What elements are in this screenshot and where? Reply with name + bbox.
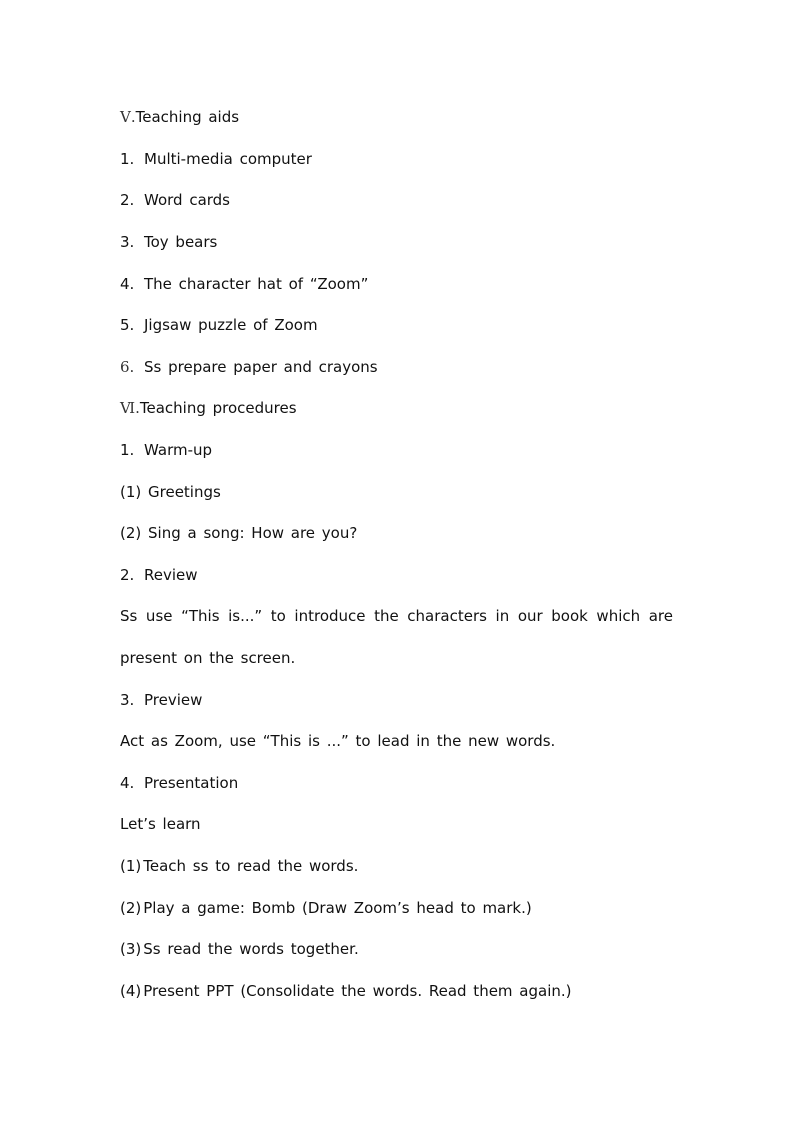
step-title: Warm-up: [144, 441, 213, 459]
sub-item: [120, 938, 359, 960]
sub-item-number: (1): [120, 857, 142, 875]
sub-item-number: (1): [120, 483, 142, 501]
section6-roman-numeral: Ⅵ.: [120, 399, 140, 417]
sub-item: [120, 980, 572, 1002]
review-paragraph-line1: Ss use “This is...” to introduce the characters in our book which are: [120, 607, 673, 625]
sub-item-text: Sing a song: How are you?: [148, 524, 358, 542]
aid-item-number: 2.: [120, 191, 135, 209]
section6-heading-text: Teaching procedures: [139, 399, 297, 417]
step-heading-preview: [120, 689, 202, 711]
aid-item-text: Ss prepare paper and crayons: [144, 358, 378, 376]
aid-item-text: Toy bears: [144, 233, 218, 251]
step-number: 3.: [120, 691, 135, 709]
review-paragraph-line2: present on the screen.: [120, 649, 296, 667]
aid-item-number: 3.: [120, 233, 135, 251]
section5-heading: [120, 106, 239, 128]
sub-item-text: Teach ss to read the words.: [143, 857, 359, 875]
aid-item: [120, 356, 378, 378]
lets-learn-label: Let’s learn: [120, 815, 201, 833]
aid-item-number: 5.: [120, 316, 135, 334]
section5-roman-numeral: Ⅴ.: [120, 108, 136, 126]
aid-item-text: Multi-media computer: [144, 150, 312, 168]
aid-item-number: 1.: [120, 150, 135, 168]
sub-item-text: Ss read the words together.: [143, 940, 359, 958]
step-number: 1.: [120, 441, 135, 459]
preview-paragraph: Act as Zoom, use “This is ...” to lead in the new words.: [120, 732, 556, 750]
sub-item-text: Play a game: Bomb (Draw Zoom’s head to mark.): [143, 899, 532, 917]
sub-item-text: Greetings: [148, 483, 221, 501]
sub-item-number: (2): [120, 524, 142, 542]
aid-item-number: 6.: [120, 358, 135, 376]
aid-item: [120, 231, 217, 253]
step-heading-presentation: [120, 772, 238, 794]
sub-item: [120, 897, 532, 919]
aid-item: [120, 148, 312, 170]
step-number: 4.: [120, 774, 135, 792]
section5-heading-text: Teaching aids: [135, 108, 240, 126]
sub-item: [120, 481, 221, 503]
step-title: Preview: [144, 691, 203, 709]
aid-item-number: 4.: [120, 275, 135, 293]
sub-item: [120, 855, 358, 877]
section6-heading: [120, 397, 297, 419]
step-title: Presentation: [144, 774, 239, 792]
aid-item: [120, 273, 368, 295]
sub-item-number: (2): [120, 899, 142, 917]
aid-item-text: Jigsaw puzzle of Zoom: [144, 316, 318, 334]
sub-item-text: Present PPT (Consolidate the words. Read them again.): [143, 982, 572, 1000]
aid-item: [120, 314, 318, 336]
step-title: Review: [144, 566, 198, 584]
aid-item-text: Word cards: [144, 191, 231, 209]
step-heading-review: [120, 564, 198, 586]
step-number: 2.: [120, 566, 135, 584]
aid-item: [120, 189, 230, 211]
aid-item-text: The character hat of “Zoom”: [144, 275, 369, 293]
step-heading-warmup: [120, 439, 212, 461]
sub-item-number: (4): [120, 982, 142, 1000]
sub-item: [120, 522, 357, 544]
sub-item-number: (3): [120, 940, 142, 958]
